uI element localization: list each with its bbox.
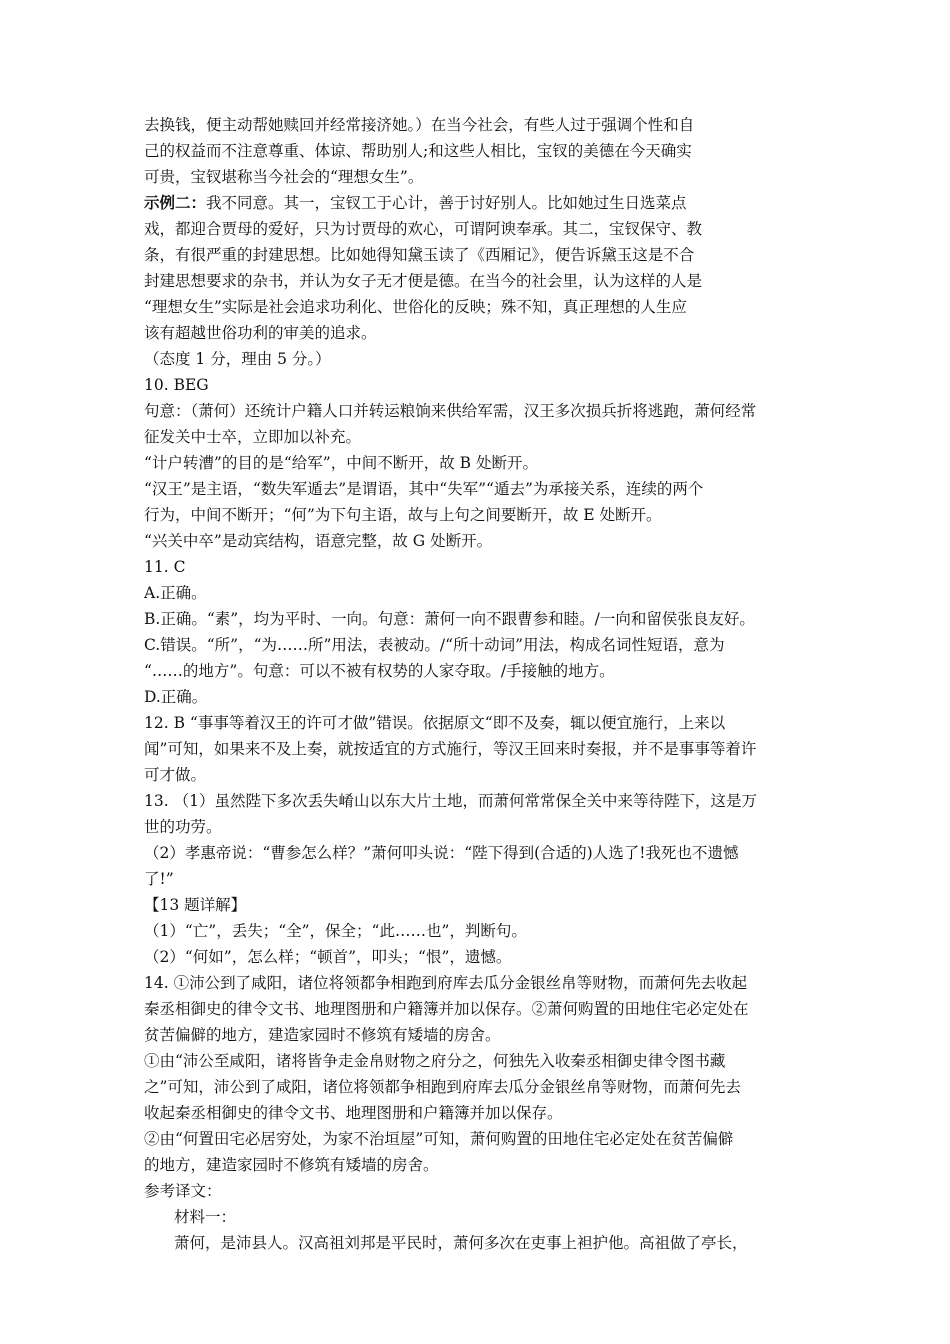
answer-11: 11. C bbox=[144, 558, 186, 576]
text-span: 我不同意。其一，宝钗工于心计，善于讨好别人。比如她过生日选菜点 bbox=[206, 194, 687, 212]
text-line: 了!” bbox=[144, 870, 174, 888]
text-line: 封建思想要求的杂书，并认为女子无才便是德。在当今的社会里，认为这样的人是 bbox=[144, 272, 703, 290]
text-line: 贫苦偏僻的地方，建造家园时不修筑有矮墙的房舍。 bbox=[144, 1026, 501, 1044]
option-a: A.正确。 bbox=[144, 584, 207, 602]
text-line: 可才做。 bbox=[144, 766, 207, 784]
text-line: 条，有很严重的封建思想。比如她得知黛玉读了《西厢记》，便告诉黛玉这是不合 bbox=[144, 246, 695, 264]
text-line: ①由“沛公至咸阳，诸将皆争走金帛财物之府分之，何独先入收秦丞相御史律令图书藏 bbox=[144, 1052, 726, 1070]
text-line: 戏，都迎合贾母的爱好，只为讨贾母的欢心，可谓阿谀奉承。其二，宝钗保守、教 bbox=[144, 220, 703, 238]
text-line: ②由“何置田宅必居穷处，为家不治垣屋”可知，萧何购置的田地住宅必定处在贫苦偏僻 bbox=[144, 1130, 734, 1148]
text-line: （1）“亡”，丢失；“全”，保全；“此……也”，判断句。 bbox=[144, 922, 527, 940]
text-line: “汉王”是主语，“数失军遁去”是谓语，其中“失军”“遁去”为承接关系，连续的两个 bbox=[144, 480, 704, 498]
option-d: D.正确。 bbox=[144, 688, 208, 706]
text-line: 行为，中间不断开；“何”为下句主语，故与上句之间要断开，故 E 处断开。 bbox=[144, 506, 662, 524]
text-line: “……的地方”。句意：可以不被有权势的人家夺取。/手接触的地方。 bbox=[144, 662, 615, 680]
text-line: （2）“何如”，怎么样；“顿首”，叩头；“恨”，遗憾。 bbox=[144, 948, 512, 966]
answer-12: 12. B “事事等着汉王的许可才做”错误。依据原文“即不及奏，辄以便宜施行，上来以 bbox=[144, 714, 726, 732]
option-b: B.正确。“素”，均为平时、一向。句意：萧何一向不跟曹参和睦。/一向和留侯张良友好。 bbox=[144, 610, 755, 628]
text-line: 可贵，宝钗堪称当今社会的“理想女生”。 bbox=[144, 168, 424, 186]
text-line: 该有超越世俗功利的审美的追求。 bbox=[144, 324, 377, 342]
text-line: 去换钱，便主动帮她赎回并经常接济她。）在当今社会，有些人过于强调个性和自 bbox=[144, 116, 695, 134]
document-page bbox=[144, 112, 808, 1256]
text-line: 己的权益而不注意尊重、体谅、帮助别人;和这些人相比，宝钗的美德在今天确实 bbox=[144, 142, 692, 160]
text-line: 句意：（萧何）还统计户籍人口并转运粮饷来供给军需，汉王多次损兵折将逃跑，萧何经常 bbox=[144, 402, 757, 420]
example-two-line bbox=[144, 190, 808, 216]
text-line: 萧何，是沛县人。汉高祖刘邦是平民时，萧何多次在吏事上袒护他。高祖做了亭长， bbox=[174, 1234, 748, 1252]
text-line: “兴关中卒”是动宾结构，语意完整，故 G 处断开。 bbox=[144, 532, 493, 550]
text-line: 秦丞相御史的律令文书、地理图册和户籍簿并加以保存。②萧何购置的田地住宅必定处在 bbox=[144, 1000, 749, 1018]
example-two-label: 示例二： bbox=[144, 193, 207, 212]
text-line: 之”可知，沛公到了咸阳，诸位将领都争相跑到府库去瓜分金银丝帛等财物，而萧何先去 bbox=[144, 1078, 741, 1096]
text-line: 的地方，建造家园时不修筑有矮墙的房舍。 bbox=[144, 1156, 439, 1174]
score-note: （态度 1 分，理由 5 分。） bbox=[144, 350, 331, 368]
text-line: 闻”可知，如果来不及上奏，就按适宜的方式施行，等汉王回来时奏报，并不是事事等着许 bbox=[144, 740, 757, 758]
answer-10: 10. BEG bbox=[144, 376, 209, 394]
section-heading-13: 【13 题详解】 bbox=[144, 896, 247, 914]
translation-heading: 参考译文： bbox=[144, 1182, 222, 1200]
option-c: C.错误。“所”，“为……所”用法，表被动。/“所十动词”用法，构成名词性短语，意为 bbox=[144, 636, 725, 654]
text-line: “理想女生”实际是社会追求功利化、世俗化的反映；殊不知，真正理想的人生应 bbox=[144, 298, 687, 316]
answer-13: 13. （1）虽然陛下多次丢失崤山以东大片土地，而萧何常常保全关中来等待陛下，这是万 bbox=[144, 792, 757, 810]
text-line: 征发关中士卒，立即加以补充。 bbox=[144, 428, 362, 446]
text-line: （2）孝惠帝说：“曹参怎么样？”萧何叩头说：“陛下得到(合适的)人选了!我死也不遗憾 bbox=[144, 844, 739, 862]
text-line: 世的功劳。 bbox=[144, 818, 222, 836]
text-line: “计户转漕”的目的是“给军”，中间不断开，故 B 处断开。 bbox=[144, 454, 538, 472]
answer-14: 14. ①沛公到了咸阳，诸位将领都争相跑到府库去瓜分金银丝帛等财物，而萧何先去收起 bbox=[144, 974, 748, 992]
material-one-label: 材料一： bbox=[174, 1208, 237, 1226]
text-line: 收起秦丞相御史的律令文书、地理图册和户籍簿并加以保存。 bbox=[144, 1104, 563, 1122]
